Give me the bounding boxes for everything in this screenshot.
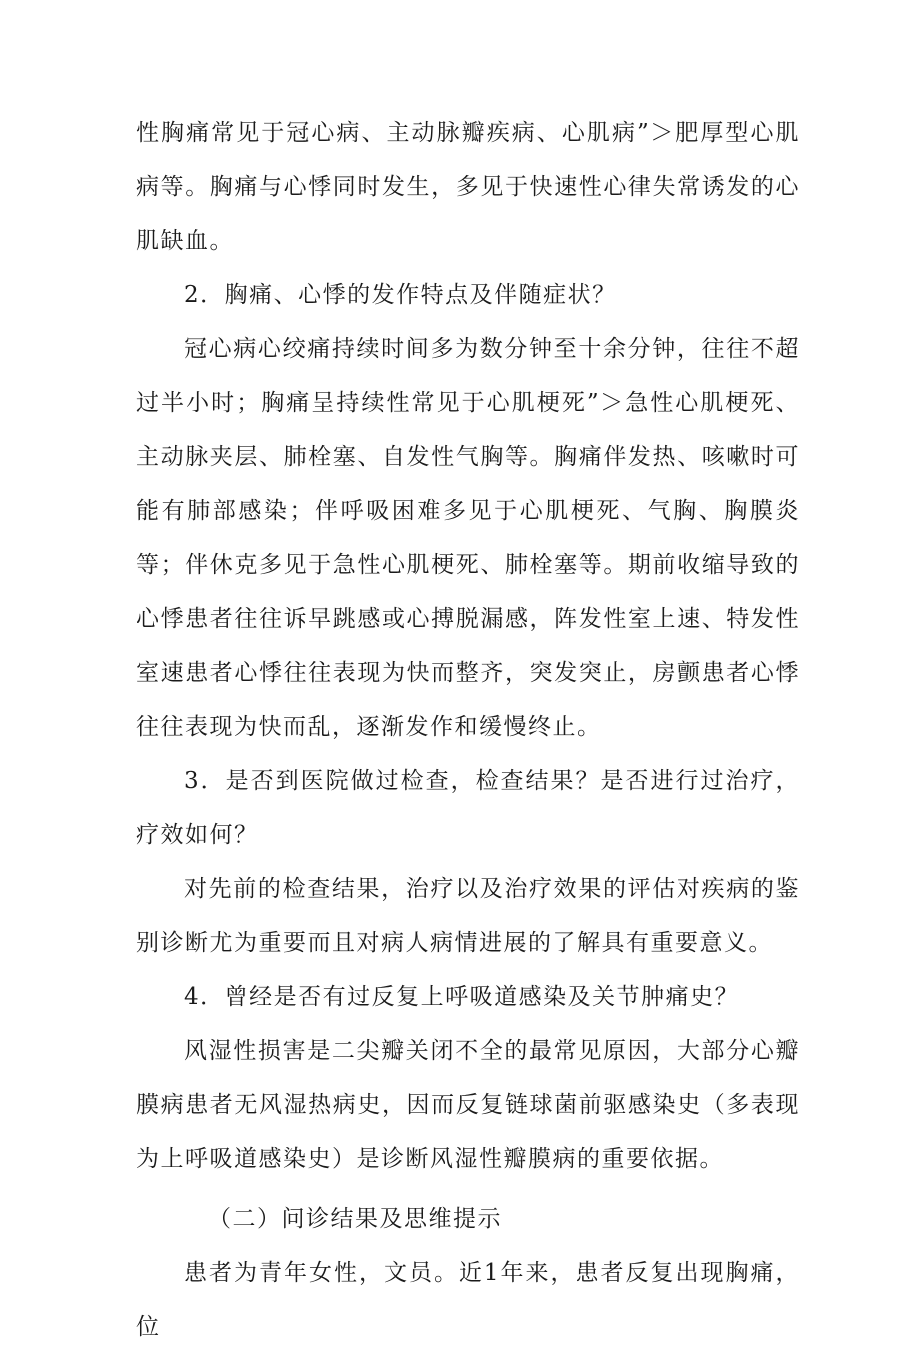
section-heading-interview-results: （二）问诊结果及思维提示 [208, 1206, 502, 1232]
question-4: 4．曾经是否有过反复上呼吸道感染及关节肿痛史？ [184, 984, 740, 1010]
document-body [136, 106, 800, 1354]
question-2: 2．胸痛、心悸的发作特点及伴随症状？ [184, 282, 617, 308]
paragraph-attack-features: 冠心病心绞痛持续时间多为数分钟至十余分钟，往往不超过半小时；胸痛呈持续性常见于心肌梗死”＞急性心肌梗死、主动脉夹层、肺栓塞、自发性气胸等。胸痛伴发热、咳嗽时可能有肺部感染；伴呼吸困难多见于心肌梗死、气胸、胸膜炎等；伴休克多见于急性心肌梗死、肺栓塞等。期前收缩导致的心悸患者往往诉早跳感或心搏脱漏感，阵发性室上速、特发性室速患者心悸往往表现为快而整齐，突发突止，房颤患者心悸往往表现为快而乱，逐渐发作和缓慢终止。 [136, 336, 800, 740]
paragraph-prior-examination: 对先前的检查结果，治疗以及治疗效果的评估对疾病的鉴别诊断尤为重要而且对病人病情进展的了解具有重要意义。 [136, 876, 800, 956]
paragraph-rheumatic-history: 风湿性损害是二尖瓣关闭不全的最常见原因，大部分心瓣膜病患者无风湿热病史，因而反复链球菌前驱感染史（多表现为上呼吸道感染史）是诊断风湿性瓣膜病的重要依据。 [136, 1038, 800, 1172]
question-3: 3．是否到医院做过检查，检查结果？是否进行过治疗，疗效如何？ [136, 768, 800, 848]
paragraph-chest-pain-causes: 性胸痛常见于冠心病、主动脉瓣疾病、心肌病”＞肥厚型心肌病等。胸痛与心悸同时发生，多见于快速性心律失常诱发的心肌缺血。 [136, 120, 800, 254]
paragraph-patient-summary: 患者为青年女性，文员。近1年来，患者反复出现胸痛，位 [136, 1260, 800, 1340]
